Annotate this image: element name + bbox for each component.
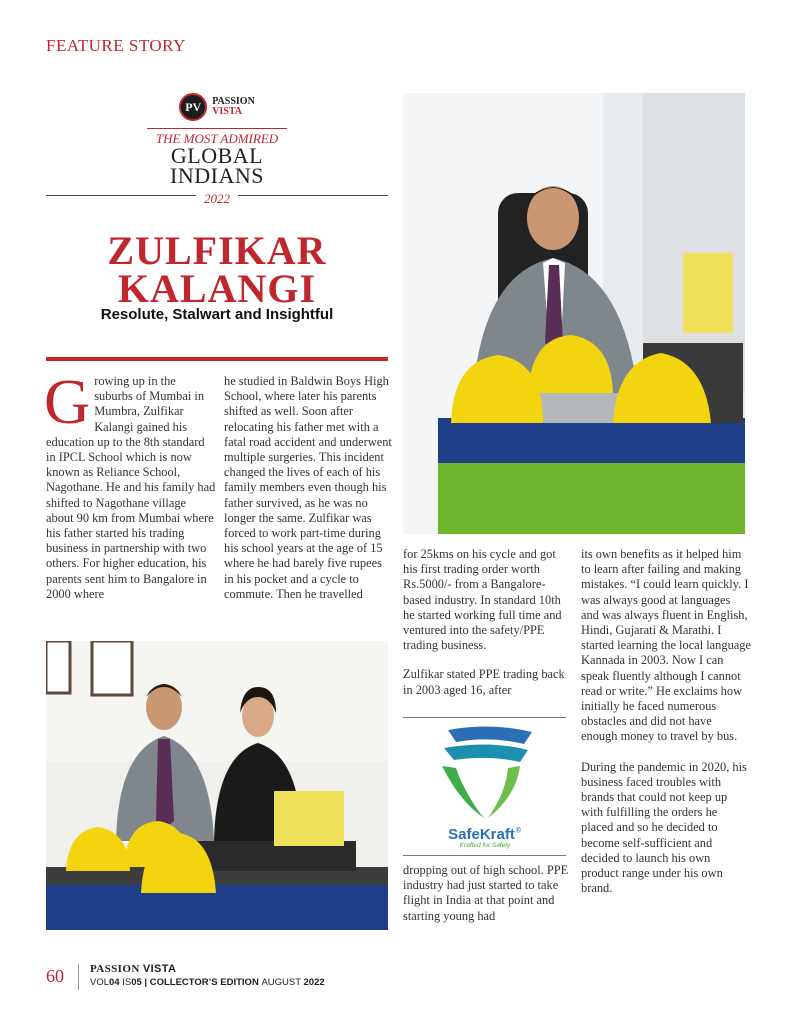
photo-portrait-desk	[403, 93, 745, 534]
award-title-line1: GLOBAL	[170, 143, 264, 168]
issue-year: 2022	[303, 977, 325, 988]
col2-paragraph: he studied in Baldwin Boys High School, where later his parents shifted as well. Soon after relocating his father met with a fatal road accident and underwent multiple surgeries. This incident changed the lives of each of his family members even though his father survived, as he was no longer the same. Zulfikar was forced to work part-time during his school years at the age of 15 where he had barely five rupees in his pocket and a cycle to commute. Then he travelled	[224, 374, 392, 601]
footer-brand-part1: PASSION	[90, 963, 143, 975]
tagline: Resolute, Stalwart and Insightful	[100, 306, 334, 323]
issue-month: AUGUST	[261, 977, 304, 988]
pv-word-1: PASSION	[212, 96, 255, 107]
pv-monogram: PV	[179, 93, 207, 121]
pv-wordmark	[212, 97, 255, 117]
col3-paragraph-1: for 25kms on his cycle and got his first trading order worth Rs.5000/- from a Bangalore-based industry. In standard 10th he started working full time and ventured into the safety/PPE trading business.	[403, 547, 562, 653]
col3-paragraph-3: dropping out of high school. PPE industry had just started to take flight in India at that point and starting young had	[403, 863, 569, 923]
pv-word-2: VISTA	[212, 106, 243, 117]
award-year: 2022	[196, 191, 238, 207]
col1-paragraph: rowing up in the suburbs of Mumbai in Mumbra, Zulfikar Kalangi gained his education up to the 8th standard in IPCL School which is now known as Reliance School, Nagothane. He and his family had shifted to Nagothane village about 90 km from Mumbai where his father started his trading business in partnership with two others. For higher education, his parents sent him to Bangalore in 2000 where	[46, 374, 216, 601]
article-column-3-top	[403, 547, 571, 698]
col3-paragraph-2: Zulfikar stated PPE trading back in 2003 aged 16, after	[403, 667, 565, 697]
section-label: FEATURE STORY	[46, 36, 186, 55]
edition-label: | COLLECTOR’S EDITION	[141, 977, 262, 988]
article-column-3-bottom	[403, 863, 571, 924]
col4-paragraph-1: its own benefits as it helped him to learn after failing and making mistakes. “I could learn quickly. I was always good at languages and was always fluent in English, Hindi, Gujarati & Marathi. I started learning the local language Kannada in 2003. Now I can speak fluently although I cannot read or write.” He exclaims how initially he faced numerous obstacles and did not have enough money to travel by bus.	[581, 547, 751, 744]
logo-rule-bottom	[403, 855, 566, 856]
award-badge	[46, 92, 388, 204]
team-products-illustration	[46, 641, 388, 930]
award-title-line2: INDIANS	[170, 163, 264, 188]
footer-brand-part2: VISTA	[142, 963, 177, 975]
safekraft-logo	[420, 722, 550, 850]
safekraft-wordmark	[420, 824, 550, 843]
drop-cap: G	[44, 366, 91, 437]
award-subtitle: THE MOST ADMIRED	[155, 131, 279, 146]
issue-prefix: IS	[119, 977, 132, 988]
footer-brand	[90, 963, 176, 975]
registered-mark: ®	[514, 826, 522, 835]
issue-number: 05	[131, 977, 142, 988]
col4-paragraph-2: During the pandemic in 2020, his business faced troubles with brands that could not keep up with fulfilling the orders he placed and so he decided to become self-sufficient and decided to launch his own product range under his own brand.	[581, 759, 747, 896]
vol-prefix: VOL	[90, 977, 110, 988]
article-column-2	[224, 374, 392, 602]
vol-number: 04	[109, 977, 120, 988]
article-column-1	[44, 366, 216, 602]
red-divider	[46, 357, 388, 361]
page-number: 60	[46, 966, 64, 986]
award-rule	[147, 128, 287, 129]
safekraft-tagline: Krafted for Safety	[459, 842, 511, 849]
passion-vista-logo	[46, 92, 388, 122]
portrait-desk-illustration	[403, 93, 745, 534]
footer-issue-line	[90, 977, 325, 988]
person-name	[46, 228, 388, 311]
safekraft-shield-icon	[420, 722, 550, 822]
photo-team-products	[46, 641, 388, 930]
person-name-line2: KALANGI	[117, 266, 317, 311]
award-year-row	[46, 188, 388, 204]
safekraft-name: SafeKraft	[448, 826, 515, 843]
logo-rule-top	[403, 717, 566, 718]
article-column-4	[581, 547, 751, 896]
footer-separator	[78, 964, 79, 990]
person-name-line1: ZULFIKAR	[107, 228, 327, 273]
